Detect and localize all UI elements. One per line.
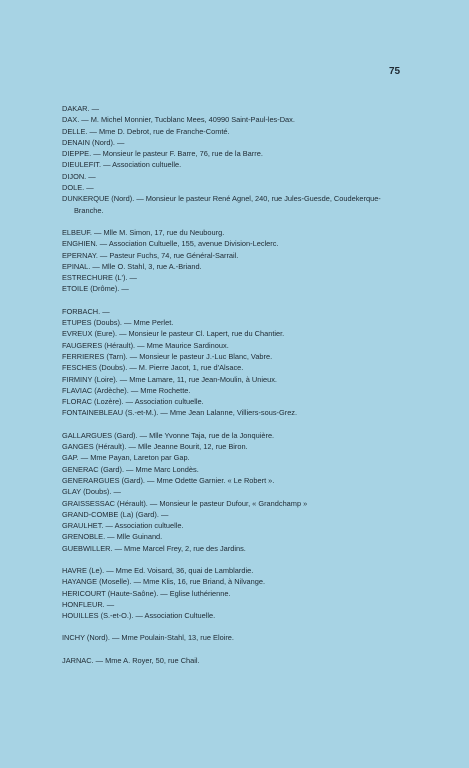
list-item: DOLE. — [62,183,94,193]
list-item: FIRMINY (Loire). — Mme Lamare, 11, rue Jean-Moulin, à Unieux. [62,374,277,384]
list-item: GRAND-COMBE (La) (Gard). — [62,509,169,519]
list-item: DELLE. — Mme D. Debrot, rue de Franche-Comté. [62,126,230,136]
list-item: GRENOBLE. — Mlle Guinand. [62,532,163,542]
page-number: 75 [389,66,401,77]
list-item: GENERAC (Gard). — Mme Marc Londès. [62,464,199,474]
list-item: ETOILE (Drôme). — [62,284,129,294]
list-item: HAYANGE (Moselle). — Mme Klis, 16, rue Briand, à Nilvange. [62,577,266,587]
list-item: HAVRE (Le). — Mme Ed. Voisard, 36, quai de Lamblardie. [62,565,254,575]
list-item: ETUPES (Doubs). — Mme Perlet. [62,318,174,328]
list-item: GRAULHET. — Association cultuelle. [62,521,184,531]
list-item: FLORAC (Lozère). — Association cultuelle. [62,397,204,407]
list-item: ENGHIEN. — Association Cultuelle, 155, avenue Division-Leclerc. [62,239,279,249]
list-item: JARNAC. — Mme A. Royer, 50, rue Chail. [62,655,200,665]
address-list [62,103,402,666]
list-item: DIEPPE. — Monsieur le pasteur F. Barre, 76, rue de la Barre. [62,149,263,159]
list-item: DUNKERQUE (Nord). — Monsieur le pasteur René Agnel, 240, rue Jules-Guesde, Coudekerque-Branche. [62,194,381,215]
list-item: FERRIERES (Tarn). — Monsieur le pasteur J.-Luc Blanc, Vabre. [62,351,273,361]
list-item: DIEULEFIT. — Association cultuelle. [62,160,182,170]
list-item: ESTRECHURE (L'). — [62,273,137,283]
list-item: GALLARGUES (Gard). — Mlle Yvonne Taja, rue de la Jonquière. [62,430,275,440]
list-item: EVREUX (Eure). — Monsieur le pasteur Cl. Lapert, rue du Chantier. [62,329,285,339]
list-item: INCHY (Nord). — Mme Poulain-Stahl, 13, rue Eloire. [62,633,234,643]
list-item: FESCHES (Doubs). — M. Pierre Jacot, 1, rue d'Alsace. [62,363,244,373]
list-item: DENAIN (Nord). — [62,137,125,147]
list-item: DIJON. — [62,171,96,181]
list-item: EPERNAY. — Pasteur Fuchs, 74, rue Général-Sarrail. [62,250,239,260]
list-item: HONFLEUR. — [62,599,115,609]
list-item: GAP. — Mme Payan, Lareton par Gap. [62,453,190,463]
list-item: EPINAL. — Mlle O. Stahl, 3, rue A.-Briand. [62,261,202,271]
list-item: FONTAINEBLEAU (S.-et-M.). — Mme Jean Lalanne, Villiers-sous-Grez. [62,408,298,418]
list-item: GENERARGUES (Gard). — Mme Odette Garnier. « Le Robert ». [62,475,275,485]
list-item: GRAISSESSAC (Hérault). — Monsieur le pasteur Dufour, « Grandchamp » [62,498,308,508]
list-item: DAX. — M. Michel Monnier, Tucblanc Mees, 40990 Saint-Paul-les-Dax. [62,115,295,125]
list-item: FAUGERES (Hérault). — Mme Maurice Sardinoux. [62,340,229,350]
list-item: FLAVIAC (Ardèche). — Mme Rochette. [62,385,191,395]
list-item: GUEBWILLER. — Mme Marcel Frey, 2, rue des Jardins. [62,543,246,553]
list-item: DAKAR. — [62,104,99,113]
list-item: FORBACH. — [62,306,110,316]
list-item: ELBEUF. — Mlle M. Simon, 17, rue du Neubourg. [62,227,225,237]
list-item: HOUILLES (S.-et-O.). — Association Cultuelle. [62,611,216,621]
list-item: GLAY (Doubs). — [62,487,121,497]
list-item: GANGES (Hérault). — Mlle Jeanne Bourit, 12, rue Biron. [62,442,248,452]
list-item: HERICOURT (Haute-Saône). — Eglise luthérienne. [62,588,231,598]
